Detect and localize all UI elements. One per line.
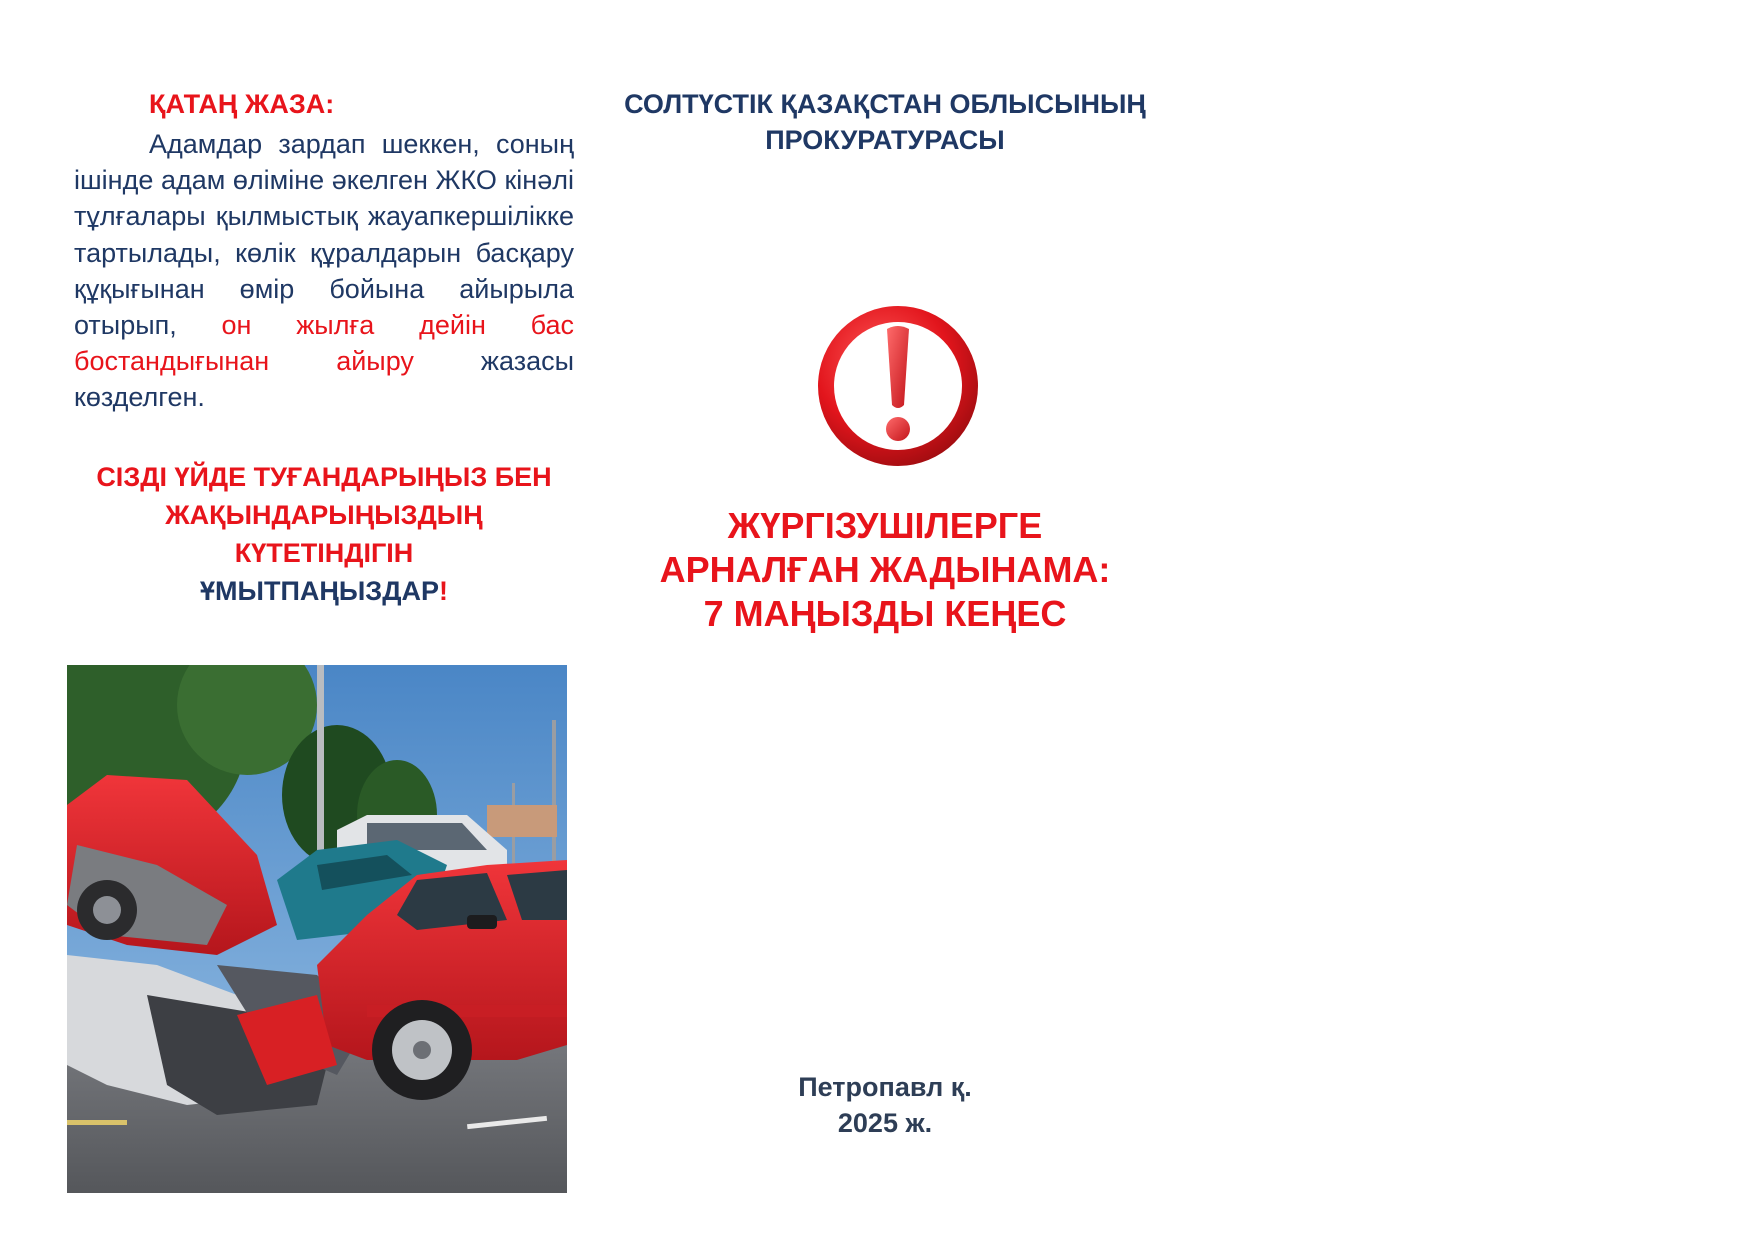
cover-panel bbox=[620, 86, 1150, 1138]
penalty-heading: ҚАТАҢ ЖАЗА: bbox=[149, 89, 335, 119]
family-reminder-red: СІЗДІ ҮЙДЕ ТУҒАНДАРЫҢЫЗ БЕН ЖАҚЫНДАРЫҢЫЗДЫҢ КҮТЕТІНДІГІН bbox=[96, 461, 552, 568]
penalty-text-end: жазасы көзделген. bbox=[74, 346, 574, 413]
footer-year: 2025 ж. bbox=[837, 1108, 933, 1138]
memo-title-line2: АРНАЛҒАН ЖАДЫНАМА: bbox=[659, 549, 1111, 590]
family-reminder bbox=[74, 458, 574, 610]
car-crash-photo bbox=[67, 665, 567, 1193]
penalty-text-main: Адамдар зардап шеккен, соның ішінде адам өліміне әкелген ЖКО кінәлі тұлғалары қылмыстық жауапкершілікке тартылады, көлік құралдарын басқару құқығынан өмір бойына айырыла отырып, bbox=[74, 129, 574, 341]
memo-title-line1: ЖҮРГІЗУШІЛЕРГЕ bbox=[727, 505, 1043, 546]
penalty-text-emphasis: он жылға дейін бас бостандығынан айыру bbox=[74, 310, 575, 377]
memo-title bbox=[620, 504, 1150, 636]
memo-title-line3: 7 МАҢЫЗДЫ КЕҢЕС bbox=[703, 593, 1067, 634]
footer-city: Петропавл қ. bbox=[798, 1072, 972, 1102]
left-panel bbox=[74, 86, 574, 610]
family-reminder-mark: ! bbox=[438, 575, 448, 606]
footer bbox=[620, 1069, 1150, 1141]
family-reminder-navy: ҰМЫТПАҢЫЗДАР bbox=[200, 575, 439, 606]
penalty-paragraph bbox=[74, 126, 574, 416]
exclamation-warning-icon bbox=[813, 301, 983, 471]
organization-title: СОЛТҮСТІК ҚАЗАҚСТАН ОБЛЫСЫНЫҢ ПРОКУРАТУРАСЫ bbox=[624, 89, 1146, 155]
